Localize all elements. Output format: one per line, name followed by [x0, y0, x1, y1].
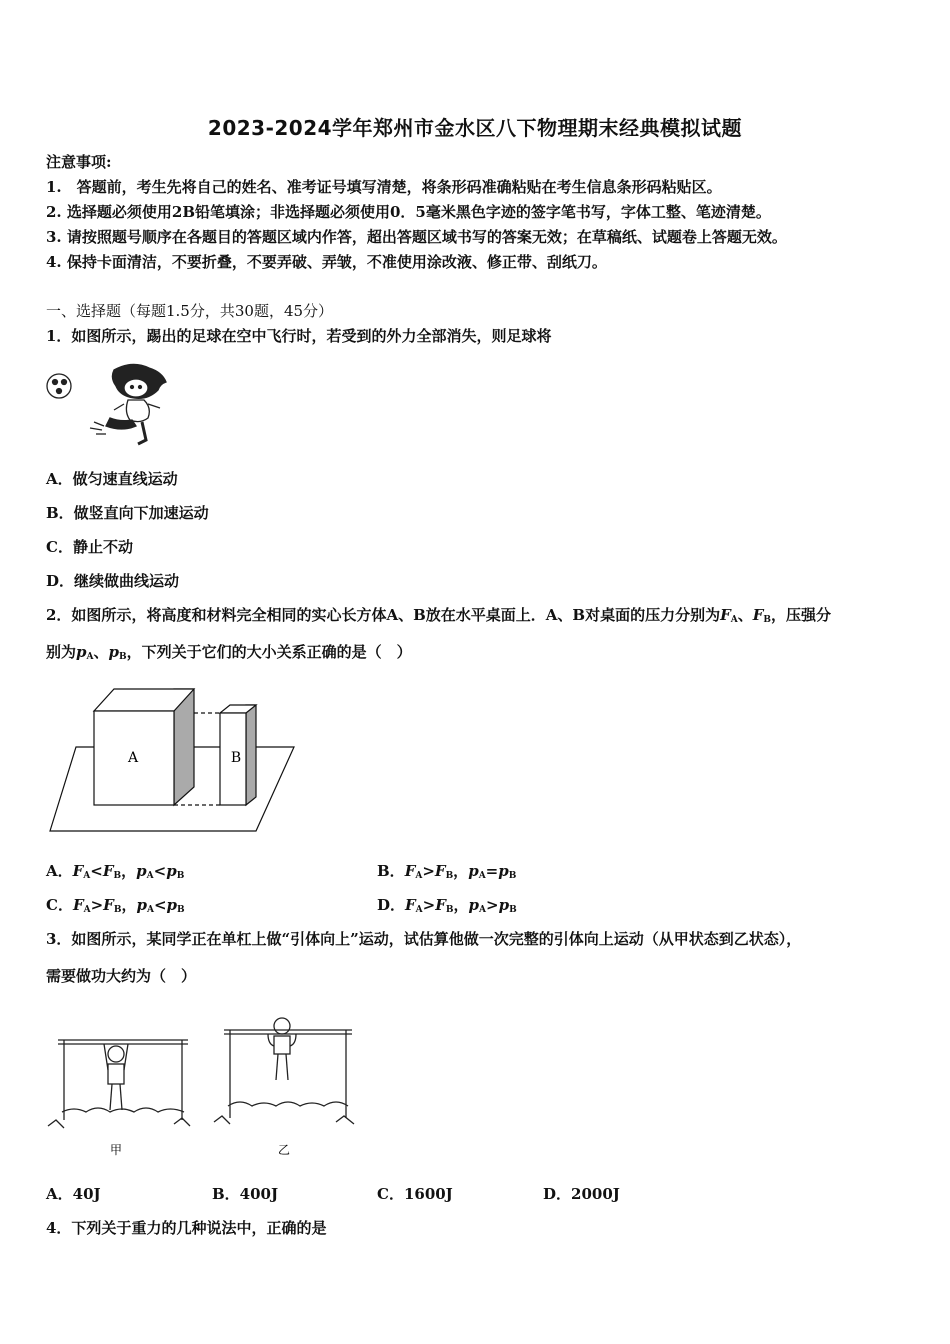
- notice-item: 2. 选择题必须使用2B铅笔填涂；非选择题必须使用0．5毫米黑色字迹的签字笔书写，字体工整、笔迹清楚。: [46, 203, 771, 221]
- q2-option-d[interactable]: D．$F_A>F_B$，$p_A>p_B$: [377, 896, 517, 915]
- q2-stem-line2: 别为$p_A$、$p_B$，下列关于它们的大小关系正确的是（ ）: [46, 643, 412, 662]
- q1-option-a[interactable]: A．做匀速直线运动: [46, 470, 178, 488]
- q1-option-b[interactable]: B．做竖直向下加速运动: [46, 504, 209, 522]
- page-title: 2023-2024学年郑州市金水区八下物理期末经典模拟试题: [207, 116, 743, 140]
- q3-option-b[interactable]: B．400J: [212, 1185, 279, 1203]
- fig-label-yi: 乙: [277, 1143, 291, 1157]
- notice-item: 1. 答题前，考生先将自己的姓名、准考证号填写清楚，将条形码准确粘贴在考生信息条形码粘贴区。: [46, 178, 722, 196]
- notice-item: 4. 保持卡面清洁，不要折叠，不要弄破、弄皱，不准使用涂改液、修正带、刮纸刀。: [46, 253, 607, 271]
- q3-option-a[interactable]: A．40J: [46, 1185, 101, 1203]
- q2-option-b[interactable]: B．$F_A>F_B$，$p_A=p_B$: [377, 862, 517, 881]
- q3-stem-line2: 需要做功大约为（ ）: [46, 967, 197, 985]
- q2-stem-line1: 2．如图所示，将高度和材料完全相同的实心长方体A、B放在水平桌面上．A、B对桌面的压力分别为$F_A$、$F_B$，压强分: [46, 606, 832, 625]
- q1-stem: 1．如图所示，踢出的足球在空中飞行时，若受到的外力全部消失，则足球将: [46, 327, 552, 345]
- q1-option-c[interactable]: C．静止不动: [46, 538, 133, 556]
- q4-stem: 4．下列关于重力的几种说法中，正确的是: [46, 1219, 327, 1237]
- q3-option-c[interactable]: C．1600J: [377, 1185, 453, 1203]
- q3-stem-line1: 3．如图所示，某同学正在单杠上做“引体向上”运动，试估算他做一次完整的引体向上运动（从甲状态到乙状态），: [46, 930, 802, 948]
- q3-option-d[interactable]: D．2000J: [543, 1185, 620, 1203]
- blocks-figure: [46, 685, 298, 835]
- block-b-label: B: [230, 750, 242, 766]
- fig-label-jia: 甲: [109, 1143, 123, 1157]
- kicking-soccer-figure: [44, 360, 174, 450]
- q1-option-d[interactable]: D．继续做曲线运动: [46, 572, 180, 590]
- pull-up-figure: [44, 1014, 362, 1164]
- q2-option-a[interactable]: A．$F_A<F_B$，$p_A<p_B$: [46, 862, 185, 881]
- q2-option-c[interactable]: C．$F_A>F_B$，$p_A<p_B$: [46, 896, 185, 915]
- notice-item: 3. 请按照题号顺序在各题目的答题区域内作答，超出答题区域书写的答案无效；在草稿纸、试题卷上答题无效。: [46, 228, 787, 246]
- section-heading: 一、选择题（每题1.5分，共30题，45分）: [46, 302, 334, 320]
- notice-heading: 注意事项:: [46, 153, 112, 171]
- block-a-label: A: [127, 750, 139, 766]
